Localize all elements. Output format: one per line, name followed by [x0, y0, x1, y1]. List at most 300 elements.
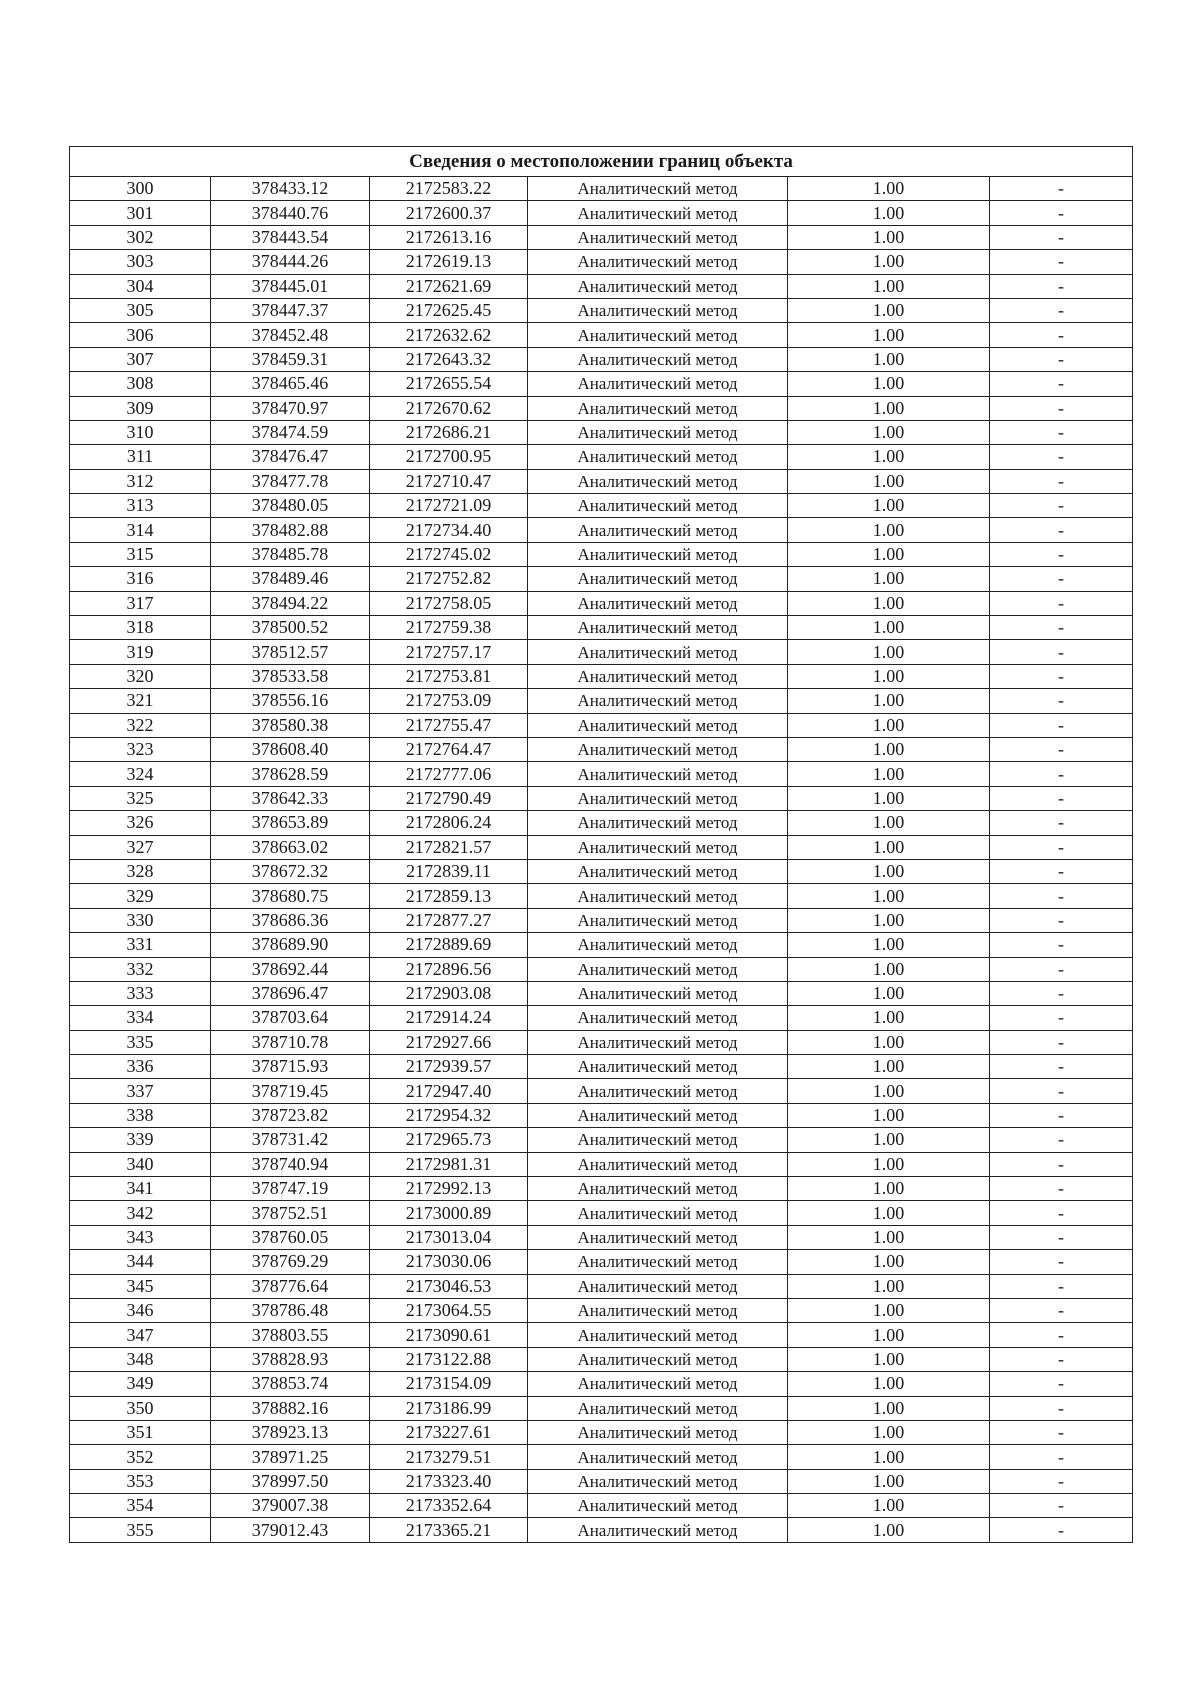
- point-number-cell: 317: [70, 591, 211, 615]
- x-coordinate-cell: 379007.38: [211, 1494, 370, 1518]
- description-cell: -: [990, 201, 1133, 225]
- point-number-cell: 329: [70, 884, 211, 908]
- x-coordinate-cell: 378997.50: [211, 1469, 370, 1493]
- point-number-cell: 354: [70, 1494, 211, 1518]
- x-coordinate-cell: 378444.26: [211, 250, 370, 274]
- table-row: [70, 469, 1133, 493]
- table-row: [70, 347, 1133, 371]
- accuracy-cell: 1.00: [788, 1030, 990, 1054]
- x-coordinate-cell: 378533.58: [211, 664, 370, 688]
- x-coordinate-cell: 378500.52: [211, 616, 370, 640]
- point-number-cell: 320: [70, 664, 211, 688]
- table-row: [70, 591, 1133, 615]
- y-coordinate-cell: 2172643.32: [370, 347, 528, 371]
- description-cell: -: [990, 1420, 1133, 1444]
- table-row: [70, 933, 1133, 957]
- description-cell: -: [990, 737, 1133, 761]
- y-coordinate-cell: 2172621.69: [370, 274, 528, 298]
- y-coordinate-cell: 2172625.45: [370, 298, 528, 322]
- point-number-cell: 304: [70, 274, 211, 298]
- y-coordinate-cell: 2172753.09: [370, 689, 528, 713]
- method-cell: Аналитический метод: [528, 713, 788, 737]
- table-row: [70, 1030, 1133, 1054]
- y-coordinate-cell: 2172755.47: [370, 713, 528, 737]
- table-row: [70, 616, 1133, 640]
- description-cell: -: [990, 1347, 1133, 1371]
- point-number-cell: 353: [70, 1469, 211, 1493]
- accuracy-cell: 1.00: [788, 1225, 990, 1249]
- y-coordinate-cell: 2172721.09: [370, 494, 528, 518]
- x-coordinate-cell: 378663.02: [211, 835, 370, 859]
- point-number-cell: 323: [70, 737, 211, 761]
- accuracy-cell: 1.00: [788, 811, 990, 835]
- x-coordinate-cell: 378474.59: [211, 420, 370, 444]
- method-cell: Аналитический метод: [528, 591, 788, 615]
- description-cell: -: [990, 567, 1133, 591]
- method-cell: Аналитический метод: [528, 737, 788, 761]
- accuracy-cell: 1.00: [788, 1469, 990, 1493]
- method-cell: Аналитический метод: [528, 1347, 788, 1371]
- point-number-cell: 333: [70, 981, 211, 1005]
- description-cell: -: [990, 1445, 1133, 1469]
- point-number-cell: 318: [70, 616, 211, 640]
- description-cell: -: [990, 1469, 1133, 1493]
- description-cell: -: [990, 494, 1133, 518]
- description-cell: -: [990, 762, 1133, 786]
- description-cell: -: [990, 811, 1133, 835]
- accuracy-cell: 1.00: [788, 372, 990, 396]
- y-coordinate-cell: 2172790.49: [370, 786, 528, 810]
- y-coordinate-cell: 2172613.16: [370, 225, 528, 249]
- x-coordinate-cell: 378433.12: [211, 177, 370, 201]
- point-number-cell: 335: [70, 1030, 211, 1054]
- x-coordinate-cell: 378731.42: [211, 1128, 370, 1152]
- accuracy-cell: 1.00: [788, 1274, 990, 1298]
- x-coordinate-cell: 378459.31: [211, 347, 370, 371]
- y-coordinate-cell: 2172992.13: [370, 1177, 528, 1201]
- y-coordinate-cell: 2172896.56: [370, 957, 528, 981]
- accuracy-cell: 1.00: [788, 542, 990, 566]
- accuracy-cell: 1.00: [788, 859, 990, 883]
- description-cell: -: [990, 1128, 1133, 1152]
- description-cell: -: [990, 884, 1133, 908]
- method-cell: Аналитический метод: [528, 494, 788, 518]
- x-coordinate-cell: 378672.32: [211, 859, 370, 883]
- y-coordinate-cell: 2172752.82: [370, 567, 528, 591]
- description-cell: -: [990, 518, 1133, 542]
- method-cell: Аналитический метод: [528, 1420, 788, 1444]
- table-row: [70, 1347, 1133, 1371]
- point-number-cell: 302: [70, 225, 211, 249]
- point-number-cell: 303: [70, 250, 211, 274]
- description-cell: -: [990, 786, 1133, 810]
- table-row: [70, 957, 1133, 981]
- accuracy-cell: 1.00: [788, 933, 990, 957]
- x-coordinate-cell: 378776.64: [211, 1274, 370, 1298]
- table-row: [70, 1396, 1133, 1420]
- point-number-cell: 341: [70, 1177, 211, 1201]
- y-coordinate-cell: 2172777.06: [370, 762, 528, 786]
- point-number-cell: 344: [70, 1250, 211, 1274]
- method-cell: Аналитический метод: [528, 859, 788, 883]
- accuracy-cell: 1.00: [788, 1103, 990, 1127]
- y-coordinate-cell: 2173154.09: [370, 1372, 528, 1396]
- description-cell: -: [990, 1006, 1133, 1030]
- table-row: [70, 1177, 1133, 1201]
- description-cell: -: [990, 396, 1133, 420]
- y-coordinate-cell: 2172947.40: [370, 1079, 528, 1103]
- y-coordinate-cell: 2172939.57: [370, 1055, 528, 1079]
- y-coordinate-cell: 2173227.61: [370, 1420, 528, 1444]
- y-coordinate-cell: 2172757.17: [370, 640, 528, 664]
- accuracy-cell: 1.00: [788, 1152, 990, 1176]
- accuracy-cell: 1.00: [788, 250, 990, 274]
- description-cell: -: [990, 1177, 1133, 1201]
- accuracy-cell: 1.00: [788, 1055, 990, 1079]
- point-number-cell: 319: [70, 640, 211, 664]
- x-coordinate-cell: 378752.51: [211, 1201, 370, 1225]
- y-coordinate-cell: 2172954.32: [370, 1103, 528, 1127]
- x-coordinate-cell: 378786.48: [211, 1298, 370, 1322]
- method-cell: Аналитический метод: [528, 396, 788, 420]
- table-row: [70, 201, 1133, 225]
- description-cell: -: [990, 1518, 1133, 1542]
- description-cell: -: [990, 372, 1133, 396]
- point-number-cell: 336: [70, 1055, 211, 1079]
- table-row: [70, 762, 1133, 786]
- accuracy-cell: 1.00: [788, 981, 990, 1005]
- point-number-cell: 313: [70, 494, 211, 518]
- table-row: [70, 225, 1133, 249]
- accuracy-cell: 1.00: [788, 225, 990, 249]
- method-cell: Аналитический метод: [528, 225, 788, 249]
- accuracy-cell: 1.00: [788, 445, 990, 469]
- x-coordinate-cell: 378608.40: [211, 737, 370, 761]
- x-coordinate-cell: 378923.13: [211, 1420, 370, 1444]
- method-cell: Аналитический метод: [528, 1225, 788, 1249]
- point-number-cell: 306: [70, 323, 211, 347]
- point-number-cell: 314: [70, 518, 211, 542]
- table-body: [70, 177, 1133, 1543]
- table-row: [70, 689, 1133, 713]
- y-coordinate-cell: 2172600.37: [370, 201, 528, 225]
- table-row: [70, 1494, 1133, 1518]
- table-row: [70, 177, 1133, 201]
- table-row: [70, 372, 1133, 396]
- y-coordinate-cell: 2172981.31: [370, 1152, 528, 1176]
- x-coordinate-cell: 378489.46: [211, 567, 370, 591]
- table-row: [70, 1103, 1133, 1127]
- table-row: [70, 1250, 1133, 1274]
- table-row: [70, 274, 1133, 298]
- method-cell: Аналитический метод: [528, 1274, 788, 1298]
- point-number-cell: 337: [70, 1079, 211, 1103]
- accuracy-cell: 1.00: [788, 396, 990, 420]
- point-number-cell: 340: [70, 1152, 211, 1176]
- y-coordinate-cell: 2172753.81: [370, 664, 528, 688]
- x-coordinate-cell: 378476.47: [211, 445, 370, 469]
- point-number-cell: 343: [70, 1225, 211, 1249]
- description-cell: -: [990, 469, 1133, 493]
- description-cell: -: [990, 1079, 1133, 1103]
- x-coordinate-cell: 378686.36: [211, 908, 370, 932]
- table-row: [70, 1225, 1133, 1249]
- description-cell: -: [990, 1274, 1133, 1298]
- table-row: [70, 1079, 1133, 1103]
- point-number-cell: 324: [70, 762, 211, 786]
- table-row: [70, 640, 1133, 664]
- y-coordinate-cell: 2172759.38: [370, 616, 528, 640]
- table-title-row: [70, 147, 1133, 177]
- point-number-cell: 339: [70, 1128, 211, 1152]
- accuracy-cell: 1.00: [788, 420, 990, 444]
- accuracy-cell: 1.00: [788, 177, 990, 201]
- point-number-cell: 346: [70, 1298, 211, 1322]
- description-cell: -: [990, 1055, 1133, 1079]
- point-number-cell: 300: [70, 177, 211, 201]
- table-row: [70, 1420, 1133, 1444]
- accuracy-cell: 1.00: [788, 518, 990, 542]
- accuracy-cell: 1.00: [788, 835, 990, 859]
- y-coordinate-cell: 2172700.95: [370, 445, 528, 469]
- x-coordinate-cell: 378628.59: [211, 762, 370, 786]
- accuracy-cell: 1.00: [788, 567, 990, 591]
- method-cell: Аналитический метод: [528, 811, 788, 835]
- point-number-cell: 347: [70, 1323, 211, 1347]
- description-cell: -: [990, 420, 1133, 444]
- point-number-cell: 310: [70, 420, 211, 444]
- x-coordinate-cell: 378696.47: [211, 981, 370, 1005]
- method-cell: Аналитический метод: [528, 1079, 788, 1103]
- description-cell: -: [990, 664, 1133, 688]
- method-cell: Аналитический метод: [528, 835, 788, 859]
- method-cell: Аналитический метод: [528, 689, 788, 713]
- point-number-cell: 315: [70, 542, 211, 566]
- description-cell: -: [990, 616, 1133, 640]
- method-cell: Аналитический метод: [528, 177, 788, 201]
- table-row: [70, 445, 1133, 469]
- point-number-cell: 308: [70, 372, 211, 396]
- method-cell: Аналитический метод: [528, 1128, 788, 1152]
- point-number-cell: 355: [70, 1518, 211, 1542]
- accuracy-cell: 1.00: [788, 323, 990, 347]
- table-row: [70, 908, 1133, 932]
- method-cell: Аналитический метод: [528, 347, 788, 371]
- method-cell: Аналитический метод: [528, 323, 788, 347]
- description-cell: -: [990, 933, 1133, 957]
- description-cell: -: [990, 591, 1133, 615]
- y-coordinate-cell: 2172839.11: [370, 859, 528, 883]
- method-cell: Аналитический метод: [528, 884, 788, 908]
- accuracy-cell: 1.00: [788, 201, 990, 225]
- point-number-cell: 352: [70, 1445, 211, 1469]
- point-number-cell: 307: [70, 347, 211, 371]
- description-cell: -: [990, 445, 1133, 469]
- method-cell: Аналитический метод: [528, 542, 788, 566]
- description-cell: -: [990, 713, 1133, 737]
- point-number-cell: 328: [70, 859, 211, 883]
- method-cell: Аналитический метод: [528, 1177, 788, 1201]
- x-coordinate-cell: 378443.54: [211, 225, 370, 249]
- y-coordinate-cell: 2173323.40: [370, 1469, 528, 1493]
- table-row: [70, 420, 1133, 444]
- x-coordinate-cell: 378747.19: [211, 1177, 370, 1201]
- method-cell: Аналитический метод: [528, 372, 788, 396]
- accuracy-cell: 1.00: [788, 1396, 990, 1420]
- method-cell: Аналитический метод: [528, 567, 788, 591]
- point-number-cell: 311: [70, 445, 211, 469]
- y-coordinate-cell: 2172710.47: [370, 469, 528, 493]
- description-cell: -: [990, 225, 1133, 249]
- y-coordinate-cell: 2172859.13: [370, 884, 528, 908]
- y-coordinate-cell: 2173064.55: [370, 1298, 528, 1322]
- description-cell: -: [990, 347, 1133, 371]
- table-row: [70, 250, 1133, 274]
- y-coordinate-cell: 2172889.69: [370, 933, 528, 957]
- point-number-cell: 321: [70, 689, 211, 713]
- accuracy-cell: 1.00: [788, 664, 990, 688]
- description-cell: -: [990, 1103, 1133, 1127]
- description-cell: -: [990, 1323, 1133, 1347]
- x-coordinate-cell: 378769.29: [211, 1250, 370, 1274]
- x-coordinate-cell: 378512.57: [211, 640, 370, 664]
- x-coordinate-cell: 378485.78: [211, 542, 370, 566]
- accuracy-cell: 1.00: [788, 689, 990, 713]
- accuracy-cell: 1.00: [788, 1323, 990, 1347]
- point-number-cell: 325: [70, 786, 211, 810]
- y-coordinate-cell: 2172821.57: [370, 835, 528, 859]
- accuracy-cell: 1.00: [788, 1372, 990, 1396]
- point-number-cell: 322: [70, 713, 211, 737]
- y-coordinate-cell: 2173046.53: [370, 1274, 528, 1298]
- method-cell: Аналитический метод: [528, 1103, 788, 1127]
- point-number-cell: 349: [70, 1372, 211, 1396]
- table-row: [70, 396, 1133, 420]
- point-number-cell: 312: [70, 469, 211, 493]
- point-number-cell: 342: [70, 1201, 211, 1225]
- point-number-cell: 348: [70, 1347, 211, 1371]
- table-row: [70, 1201, 1133, 1225]
- y-coordinate-cell: 2172686.21: [370, 420, 528, 444]
- table-row: [70, 1298, 1133, 1322]
- x-coordinate-cell: 378971.25: [211, 1445, 370, 1469]
- y-coordinate-cell: 2173090.61: [370, 1323, 528, 1347]
- description-cell: -: [990, 640, 1133, 664]
- x-coordinate-cell: 378642.33: [211, 786, 370, 810]
- method-cell: Аналитический метод: [528, 518, 788, 542]
- method-cell: Аналитический метод: [528, 420, 788, 444]
- method-cell: Аналитический метод: [528, 1250, 788, 1274]
- y-coordinate-cell: 2172745.02: [370, 542, 528, 566]
- table-row: [70, 1518, 1133, 1542]
- y-coordinate-cell: 2173013.04: [370, 1225, 528, 1249]
- description-cell: -: [990, 1201, 1133, 1225]
- x-coordinate-cell: 378882.16: [211, 1396, 370, 1420]
- method-cell: Аналитический метод: [528, 908, 788, 932]
- accuracy-cell: 1.00: [788, 1128, 990, 1152]
- table-row: [70, 1128, 1133, 1152]
- x-coordinate-cell: 378692.44: [211, 957, 370, 981]
- description-cell: -: [990, 323, 1133, 347]
- y-coordinate-cell: 2172806.24: [370, 811, 528, 835]
- accuracy-cell: 1.00: [788, 908, 990, 932]
- x-coordinate-cell: 378803.55: [211, 1323, 370, 1347]
- accuracy-cell: 1.00: [788, 1445, 990, 1469]
- point-number-cell: 330: [70, 908, 211, 932]
- method-cell: Аналитический метод: [528, 1396, 788, 1420]
- accuracy-cell: 1.00: [788, 1079, 990, 1103]
- y-coordinate-cell: 2172734.40: [370, 518, 528, 542]
- accuracy-cell: 1.00: [788, 469, 990, 493]
- table-row: [70, 298, 1133, 322]
- point-number-cell: 316: [70, 567, 211, 591]
- y-coordinate-cell: 2173352.64: [370, 1494, 528, 1518]
- method-cell: Аналитический метод: [528, 1152, 788, 1176]
- point-number-cell: 309: [70, 396, 211, 420]
- accuracy-cell: 1.00: [788, 274, 990, 298]
- point-number-cell: 334: [70, 1006, 211, 1030]
- description-cell: -: [990, 274, 1133, 298]
- method-cell: Аналитический метод: [528, 250, 788, 274]
- x-coordinate-cell: 378556.16: [211, 689, 370, 713]
- x-coordinate-cell: 378828.93: [211, 1347, 370, 1371]
- accuracy-cell: 1.00: [788, 1420, 990, 1444]
- y-coordinate-cell: 2172670.62: [370, 396, 528, 420]
- description-cell: -: [990, 835, 1133, 859]
- method-cell: Аналитический метод: [528, 933, 788, 957]
- accuracy-cell: 1.00: [788, 737, 990, 761]
- x-coordinate-cell: 378482.88: [211, 518, 370, 542]
- x-coordinate-cell: 378653.89: [211, 811, 370, 835]
- x-coordinate-cell: 378480.05: [211, 494, 370, 518]
- x-coordinate-cell: 378680.75: [211, 884, 370, 908]
- y-coordinate-cell: 2172632.62: [370, 323, 528, 347]
- method-cell: Аналитический метод: [528, 1518, 788, 1542]
- table-row: [70, 1006, 1133, 1030]
- accuracy-cell: 1.00: [788, 1201, 990, 1225]
- method-cell: Аналитический метод: [528, 640, 788, 664]
- accuracy-cell: 1.00: [788, 957, 990, 981]
- point-number-cell: 301: [70, 201, 211, 225]
- y-coordinate-cell: 2173122.88: [370, 1347, 528, 1371]
- table-row: [70, 981, 1133, 1005]
- description-cell: -: [990, 689, 1133, 713]
- x-coordinate-cell: 378853.74: [211, 1372, 370, 1396]
- table-row: [70, 737, 1133, 761]
- x-coordinate-cell: 378465.46: [211, 372, 370, 396]
- x-coordinate-cell: 378760.05: [211, 1225, 370, 1249]
- x-coordinate-cell: 378494.22: [211, 591, 370, 615]
- point-number-cell: 350: [70, 1396, 211, 1420]
- table-row: [70, 542, 1133, 566]
- accuracy-cell: 1.00: [788, 591, 990, 615]
- y-coordinate-cell: 2172965.73: [370, 1128, 528, 1152]
- description-cell: -: [990, 1494, 1133, 1518]
- method-cell: Аналитический метод: [528, 762, 788, 786]
- y-coordinate-cell: 2172903.08: [370, 981, 528, 1005]
- table-row: [70, 835, 1133, 859]
- table-title: Сведения о местоположении границ объекта: [70, 147, 1133, 177]
- accuracy-cell: 1.00: [788, 1250, 990, 1274]
- method-cell: Аналитический метод: [528, 274, 788, 298]
- y-coordinate-cell: 2172764.47: [370, 737, 528, 761]
- accuracy-cell: 1.00: [788, 762, 990, 786]
- y-coordinate-cell: 2172583.22: [370, 177, 528, 201]
- accuracy-cell: 1.00: [788, 298, 990, 322]
- table-row: [70, 1469, 1133, 1493]
- x-coordinate-cell: 378470.97: [211, 396, 370, 420]
- x-coordinate-cell: 378710.78: [211, 1030, 370, 1054]
